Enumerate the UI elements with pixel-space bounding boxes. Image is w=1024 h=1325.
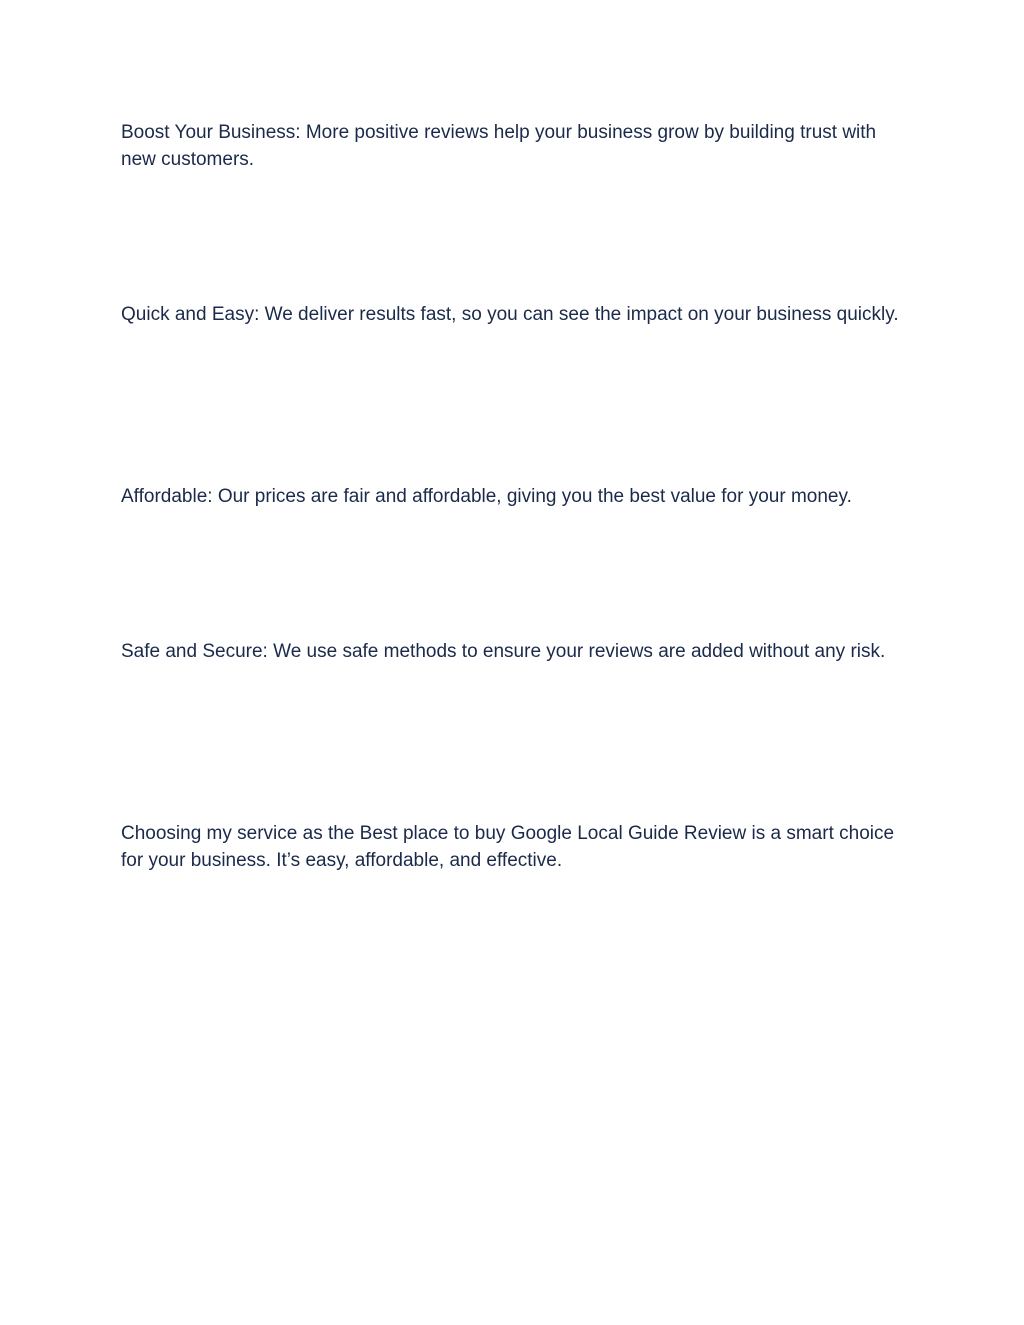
paragraph-conclusion: Choosing my service as the Best place to buy Google Local Guide Review is a smart choice for your business. It’s easy, affordable, and effective. (121, 823, 895, 871)
paragraph-boost-your-business: Boost Your Business: More positive reviews help your business grow by building trust with new customers. (121, 122, 877, 170)
paragraph-quick-and-easy: Quick and Easy: We deliver results fast, so you can see the impact on your business quickly. (121, 304, 899, 325)
paragraph-safe-and-secure: Safe and Secure: We use safe methods to ensure your reviews are added without any risk. (121, 641, 886, 662)
paragraph-affordable: Affordable: Our prices are fair and affordable, giving you the best value for your money. (121, 486, 852, 507)
